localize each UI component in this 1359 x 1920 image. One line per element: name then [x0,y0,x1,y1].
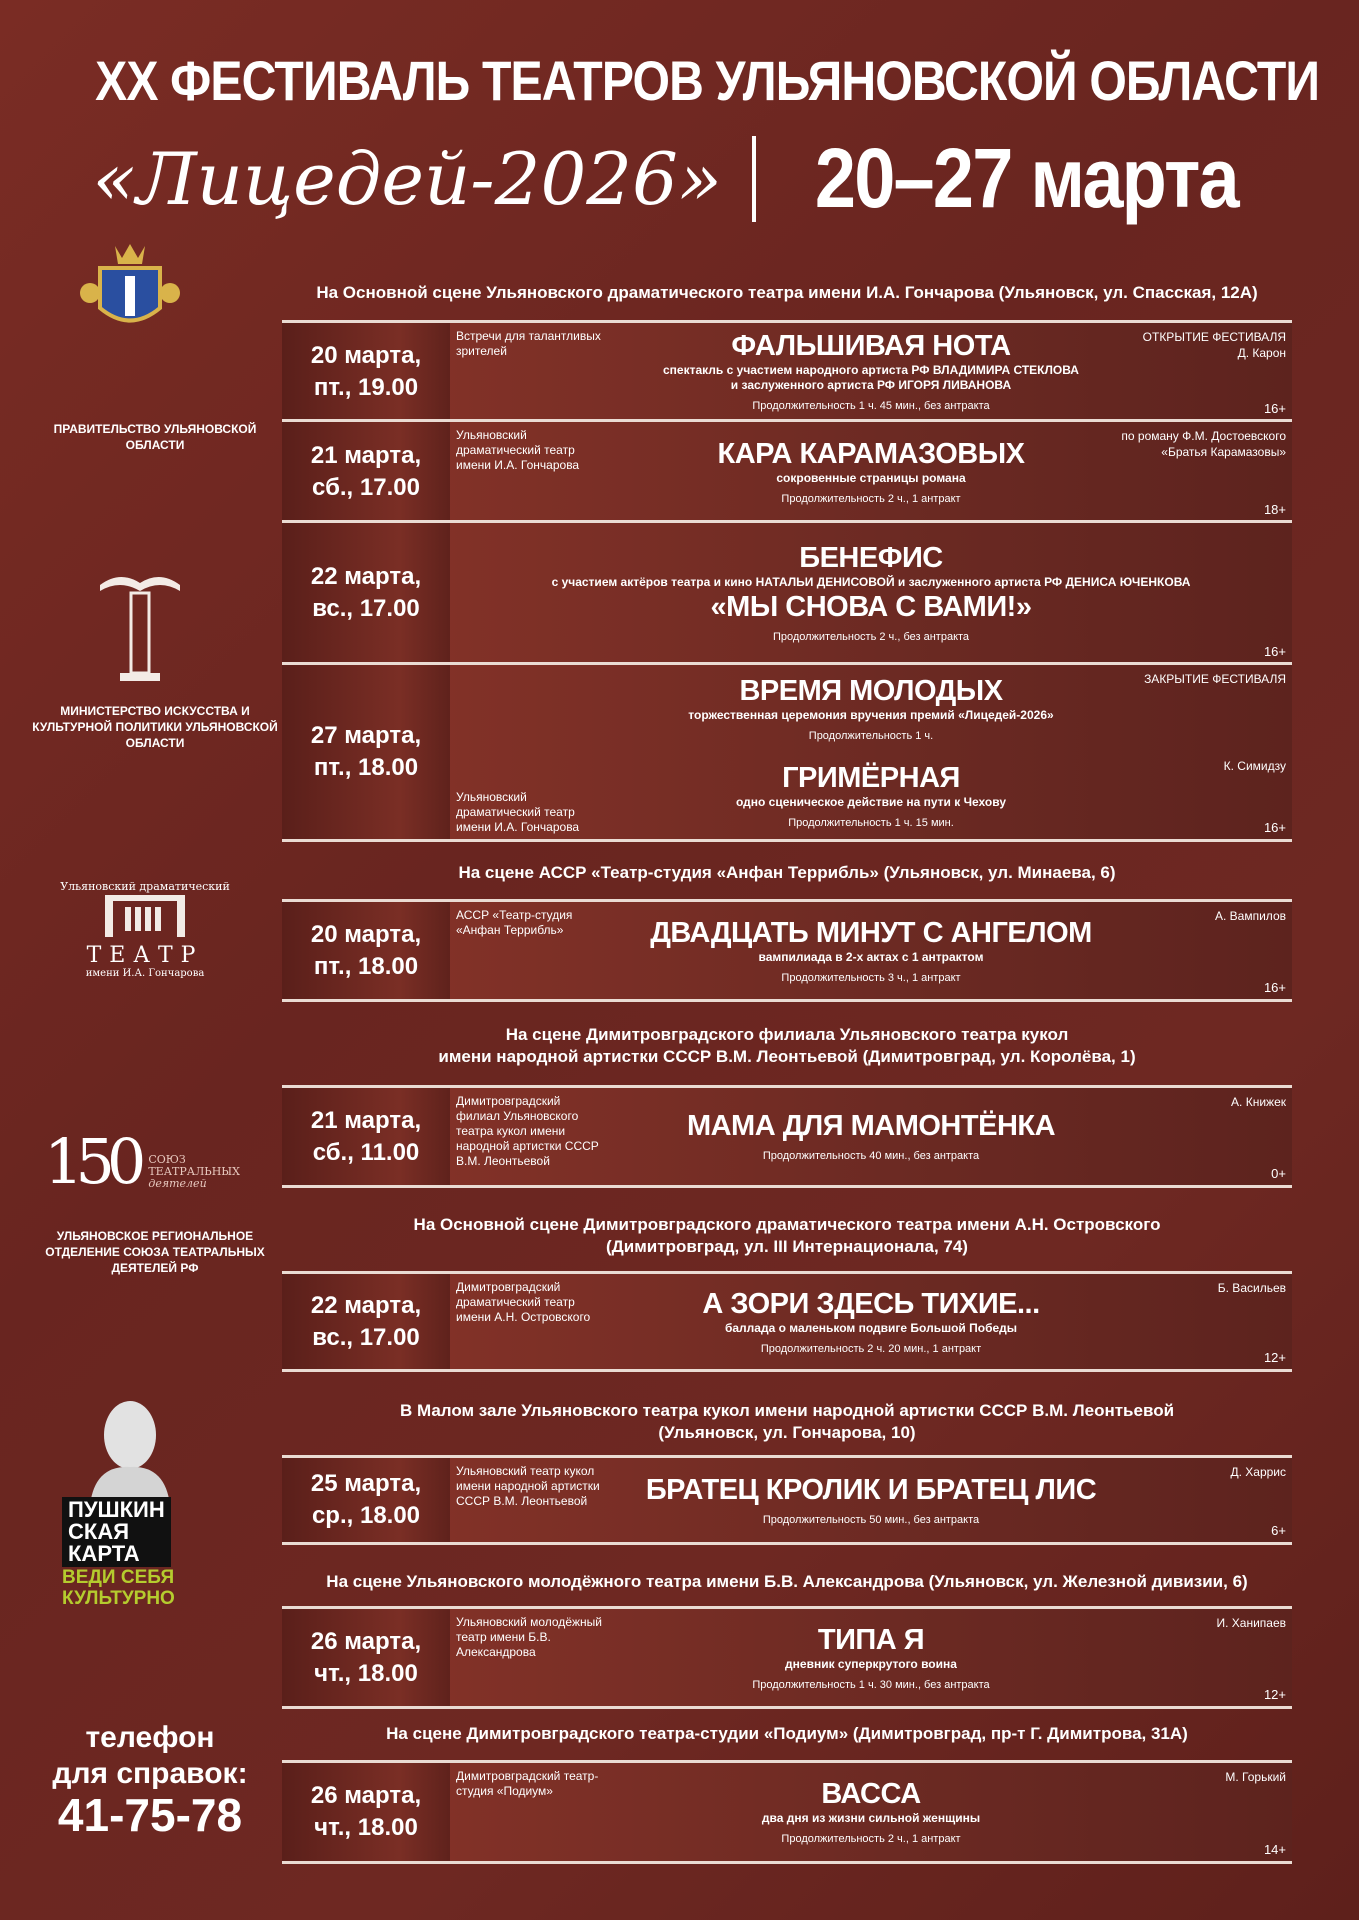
author: А. Книжек [1231,1095,1286,1109]
company-name: Димитровградский драматический театр имени А.Н. Островского [456,1280,591,1324]
show [450,422,1292,521]
age-rating: 16+ [1263,980,1286,995]
show [450,902,1292,999]
show-title-secondary: «МЫ СНОВА С ВАМИ!» [710,591,1032,623]
date-label: 26 марта, [310,1627,422,1655]
event-date [282,1458,450,1542]
event-date [282,1088,450,1185]
company-name: АССР «Театр-студия «Анфан Террибль» [456,908,573,937]
logo-text: СОЮЗ [148,1153,186,1166]
event-row [282,419,1292,521]
time-label: чт., 18.00 [314,1659,418,1687]
event-details [450,665,1292,839]
company-name: Ульяновский драматический театр имени И.А. Гончарова [456,428,580,472]
time-label: пт., 19.00 [313,373,419,401]
show-subtitle: дневник суперкрутого воина [785,1656,957,1671]
festival-name: «Лицедей-2026» [92,136,722,221]
event-row [282,1760,1292,1864]
show-notes [1216,1615,1286,1631]
event-row [282,520,1292,663]
phone-number[interactable]: 41-75-78 [57,1789,243,1841]
age-rating: 14+ [1263,1842,1286,1857]
logo-name: ТЕАТР [86,943,204,968]
event-date [282,902,450,999]
festival-heading: XX ФЕСТИВАЛЬ ТЕАТРОВ УЛЬЯНОВСКОЙ ОБЛАСТИ [95,49,1320,112]
show-duration: Продолжительность 1 ч. [808,729,934,742]
logo-sub: имени И.А. Гончарова [85,968,205,979]
event-details [450,1458,1292,1542]
show [450,1274,1292,1369]
event-row [282,320,1292,420]
show-title: ТИПА Я [817,1623,925,1656]
event-row [282,1271,1292,1372]
age-rating: 16+ [1263,644,1286,659]
date-label: 21 марта, [310,441,422,469]
pushkin-bust-icon [85,1395,175,1505]
event-date [282,422,450,521]
show-subtitle: с участием актёров театра и кино НАТАЛЬИ ДЕНИСОВОЙ и заслуженного артиста РФ ДЕНИСА ЮЧЕНКОВА [551,575,1191,589]
time-label: вс., 17.00 [312,1323,420,1351]
phone-label-line: телефон [85,1721,215,1754]
author: К. Симидзу [1223,759,1286,773]
show-title: ДВАДЦАТЬ МИНУТ С АНГЕЛОМ [650,916,1092,949]
event-details [450,1763,1292,1861]
show-notes [1231,1094,1286,1110]
age-rating: 12+ [1263,1350,1286,1365]
show-duration: Продолжительность 50 мин., без антракта [762,1513,980,1526]
show-notes [1144,671,1286,687]
time-label: ср., 18.00 [311,1502,421,1529]
show [450,1458,1292,1542]
pushkin-card-logo [62,1497,237,1609]
date-label: 22 марта, [310,563,422,590]
company-name: Ульяновский драматический театр имени И.А. Гончарова [456,790,580,834]
company-name: Ульяновский театр кукол имени народной артистки СССР В.М. Леонтьевой [456,1464,600,1508]
date-time [311,1780,421,1844]
date-label: 21 марта, [310,1106,422,1134]
company-name: Димитровградский филиал Ульяновского театра кукол имени народной артистки СССР В.М. Леонтьевой [456,1094,599,1168]
date-time [311,1290,421,1354]
company-name: Димитровградский театр-студия «Подиум» [456,1769,599,1798]
show [450,1763,1292,1861]
event-row [282,1085,1292,1188]
show [450,523,1292,663]
venue-heading: На сцене Димитровградского филиала Ульяновского театра кукол имени народной артистки СССР В.М. Леонтьевой (Димитровград, ул. Королёва, 1) [438,1025,1136,1066]
event-details [450,902,1292,999]
show-title: А ЗОРИ ЗДЕСЬ ТИХИЕ... [702,1287,1040,1320]
show-title: БЕНЕФИС [799,542,943,574]
show [450,323,1292,420]
time-label: пт., 18.00 [313,754,419,781]
company-name: Встречи для талантливых зрителей [456,329,601,358]
venue-heading: На сцене АССР «Театр-студия «Анфан Террибль» (Ульяновск, ул. Минаева, 6) [458,863,1116,882]
author: по роману Ф.М. Достоевского «Братья Карамазовы» [1121,429,1286,459]
event-date [282,323,450,420]
show-duration: Продолжительность 1 ч. 30 мин., без антракта [752,1678,990,1691]
show-duration: Продолжительность 40 мин., без антракта [762,1150,980,1162]
date-time [311,561,421,625]
event-row [282,899,1292,1002]
author: М. Горький [1225,1770,1286,1784]
venue-heading: На сцене Димитровградского театра-студии «Подиум» (Димитровград, пр-т Г. Димитрова, 31А) [386,1724,1188,1743]
logo-text: ПУШКИН [68,1497,165,1522]
show-duration: Продолжительность 1 ч. 15 мин. [788,816,954,829]
date-time [311,1468,421,1532]
show-notes [1224,758,1286,774]
venue-heading: В Малом зале Ульяновского театра кукол имени народной артистки СССР В.М. Леонтьевой (Ульяновск, ул. Гончарова, 10) [399,1401,1175,1442]
show-title: ГРИМЁРНАЯ [782,761,960,794]
event-date [282,523,450,663]
age-rating: 6+ [1271,1523,1286,1538]
phone-label [20,1720,280,1792]
show-subtitle: торжественная церемония вручения премий «Лицедей-2026» [688,707,1054,722]
date-label: 20 марта, [310,341,422,369]
venue-heading: На сцене Ульяновского молодёжного театра имени Б.В. Александрова (Ульяновск, ул. Железной дивизии, 6) [326,1572,1248,1591]
show-duration: Продолжительность 2 ч., 1 антракт [781,492,961,505]
event-details [450,323,1292,420]
show-notes [1230,1464,1286,1480]
ministry-column-icon [95,565,185,685]
logo-slogan: ВЕДИ СЕБЯ [62,1567,175,1588]
coat-of-arms-icon [80,238,180,338]
show-notes [1218,1280,1286,1296]
show-subtitle: спектакль с участием народного артиста РФ ВЛАДИМИРА СТЕКЛОВА и заслуженного артиста РФ ИГОРЯ ЛИВАНОВА [663,363,1079,392]
venue-heading: На Основной сцене Ульяновского драматического театра имени И.А. Гончарова (Ульяновск, ул. Спасская, 12А) [316,283,1258,302]
event-details [450,1088,1292,1185]
show-title: БРАТЕЦ КРОЛИК И БРАТЕЦ ЛИС [645,1473,1097,1506]
event-row [282,662,1292,842]
show-subtitle: сокровенные страницы романа [776,470,966,485]
festival-dates: 20–27 марта [814,131,1238,225]
show-title: ВАССА [821,1778,921,1810]
author: Д. Харрис [1230,1465,1286,1479]
show-notes [1215,908,1286,924]
age-rating: 12+ [1263,1687,1286,1702]
event-row [282,1455,1292,1545]
goncharov-theatre-logo [45,880,245,979]
show-notes [1121,428,1286,460]
show-duration: Продолжительность 2 ч., без антракта [772,631,970,643]
divider [752,136,756,222]
show-subtitle: вампилиада в 2-х актах с 1 антрактом [758,949,984,964]
time-label: пт., 18.00 [313,952,419,980]
age-rating: 16+ [1263,401,1286,416]
age-rating: 0+ [1271,1166,1286,1181]
date-time [311,720,421,784]
age-rating: 16+ [1263,820,1286,835]
age-rating: 18+ [1263,502,1286,517]
festival-subheading [0,130,1359,227]
event-row [282,1606,1292,1709]
show [450,1088,1292,1185]
event-details [450,523,1292,663]
ministry-label: МИНИСТЕРСТВО ИСКУССТВА И КУЛЬТУРНОЙ ПОЛИТИКИ УЛЬЯНОВСКОЙ ОБЛАСТИ [32,704,278,750]
date-label: 22 марта, [310,1291,422,1319]
std-branch-label: УЛЬЯНОВСКОЕ РЕГИОНАЛЬНОЕ ОТДЕЛЕНИЕ СОЮЗА ТЕАТРАЛЬНЫХ ДЕЯТЕЛЕЙ РФ [45,1229,265,1275]
date-label: 20 марта, [310,920,422,948]
author: Д. Карон [1237,346,1286,360]
show-subtitle: баллада о маленьком подвиге Большой Победы [724,1320,1018,1335]
logo-text: СКАЯ [68,1519,130,1544]
show [450,665,1292,752]
show [450,1609,1292,1706]
date-label: 26 марта, [310,1782,422,1809]
show [450,752,1292,839]
phone-label-line: для справок: [52,1757,248,1790]
author: И. Ханипаев [1216,1616,1286,1630]
festival-note: ОТКРЫТИЕ ФЕСТИВАЛЯ [1142,330,1286,344]
std-150-logo [44,1125,240,1198]
show-title: КАРА КАРАМАЗОВЫХ [717,437,1025,470]
festival-note: ЗАКРЫТИЕ ФЕСТИВАЛЯ [1144,672,1286,686]
logo-text: ТЕАТРАЛЬНЫХ [148,1165,240,1178]
logo-slogan: КУЛЬТУРНО [62,1588,175,1609]
venue-heading: На Основной сцене Димитровградского драматического театра имени А.Н. Островского (Димитровград, ул. III Интернационала, 74) [413,1215,1161,1256]
author: А. Вампилов [1215,909,1286,923]
event-details [450,1609,1292,1706]
date-time [311,440,421,504]
event-date [282,665,450,839]
time-label: чт., 18.00 [314,1814,418,1841]
event-date [282,1763,450,1861]
show-subtitle: два дня из жизни сильной женщины [761,1811,981,1825]
time-label: вс., 17.00 [312,595,420,622]
show-title: ВРЕМЯ МОЛОДЫХ [739,674,1003,707]
date-time [311,1105,421,1169]
show-notes [1143,329,1286,361]
show-notes [1225,1769,1286,1785]
date-label: 25 марта, [310,1470,422,1497]
logo-number: 150 [44,1125,139,1198]
company-name: Ульяновский молодёжный театр имени Б.В. Александрова [456,1615,602,1659]
author: Б. Васильев [1217,1281,1286,1295]
logo-arc-text: Ульяновский драматический [60,880,230,893]
government-label: ПРАВИТЕЛЬСТВО УЛЬЯНОВСКОЙ ОБЛАСТИ [53,422,257,452]
show-duration: Продолжительность 1 ч. 45 мин., без антракта [752,400,990,412]
show-subtitle: одно сценическое действие на пути к Чехову [735,794,1007,809]
time-label: сб., 17.00 [312,473,420,501]
show-title: ФАЛЬШИВАЯ НОТА [731,330,1011,362]
date-time [311,1626,421,1690]
date-time [311,919,421,983]
show-title: МАМА ДЛЯ МАМОНТЁНКА [686,1110,1056,1142]
event-details [450,422,1292,521]
event-date [282,1274,450,1369]
show-duration: Продолжительность 3 ч., 1 антракт [781,971,961,984]
date-time [311,340,421,404]
show-duration: Продолжительность 2 ч., 1 антракт [781,1833,961,1845]
event-details [450,1274,1292,1369]
logo-text: деятелей [148,1177,207,1190]
date-label: 27 марта, [310,722,422,749]
logo-text: КАРТА [68,1541,140,1566]
theatre-building-icon [100,893,190,938]
show-duration: Продолжительность 2 ч. 20 мин., 1 антракт [760,1342,982,1355]
time-label: сб., 11.00 [312,1138,420,1166]
event-date [282,1609,450,1706]
